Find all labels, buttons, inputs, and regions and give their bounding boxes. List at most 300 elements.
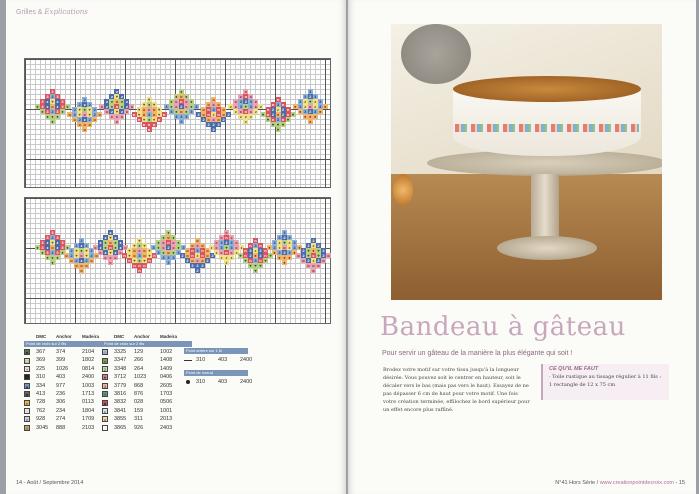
chart-stitch: z	[254, 109, 257, 114]
chart-stitch: 2	[88, 117, 91, 122]
chart-stitch: 3	[41, 240, 44, 245]
chart-stitch: ♥	[147, 97, 151, 102]
chart-stitch: c	[83, 112, 86, 117]
chart-stitch: o	[83, 122, 86, 127]
section-label-italic: Explications	[44, 8, 88, 16]
chart-stitch: o	[78, 122, 81, 127]
chart-stitch: ♥	[75, 248, 78, 253]
chart-stitch: 3	[299, 99, 302, 104]
legend-row	[24, 365, 114, 373]
chart-stitch: 3	[51, 230, 54, 235]
chart-stitch: 2	[249, 248, 252, 253]
chart-stitch: 2	[202, 117, 205, 122]
legend-row	[24, 415, 114, 423]
chart-stitch: z	[312, 243, 315, 248]
chart-stitch: ♥	[291, 112, 295, 117]
chart-stitch: 3	[212, 107, 215, 112]
chart-stitch: ●	[185, 109, 188, 114]
legend-row	[24, 348, 114, 356]
chart-stitch: ♥	[109, 235, 112, 240]
chart-stitch: ●	[46, 255, 49, 260]
color-swatch: ·	[102, 425, 108, 431]
chart-stitch: n	[264, 253, 267, 258]
chart-stitch: 2	[281, 107, 285, 112]
thread-madeira: 1709	[82, 416, 95, 423]
thread-dmc: 413	[36, 390, 46, 397]
chart-stitch: c	[109, 260, 112, 265]
chart-stitch: ♥	[283, 240, 286, 245]
chart-stitch: c	[119, 250, 122, 255]
left-page	[6, 0, 346, 494]
chart-stitch: ●	[304, 114, 307, 119]
chart-grid-bottom	[24, 197, 331, 324]
chart-stitch: n	[281, 117, 285, 122]
chart-stitch: z	[119, 240, 122, 245]
chart-stitch: o	[80, 268, 83, 273]
chart-stitch: o	[186, 248, 189, 253]
chart-stitch: ●	[147, 102, 151, 107]
chart-stitch: 2	[312, 238, 315, 243]
chart-stitch: ●	[177, 240, 180, 245]
chart-stitch: ♥	[254, 268, 257, 273]
chart-stitch: n	[201, 253, 204, 258]
thread-anchor: 374	[56, 349, 66, 355]
chart-stitch: ♥	[142, 117, 146, 122]
chart-stitch: o	[142, 112, 146, 117]
thread-dmc: 3712	[114, 374, 127, 381]
chart-stitch: ♥	[225, 245, 228, 250]
chart-stitch: c	[172, 240, 175, 245]
chart-stitch: o	[196, 238, 199, 243]
chart-stitch: z	[114, 235, 117, 240]
page-number: - 15	[673, 480, 685, 486]
chart-stitch: c	[235, 245, 238, 250]
thread-anchor: 926	[134, 424, 144, 431]
chart-stitch: 3	[299, 104, 302, 109]
chart-stitch: n	[249, 243, 252, 248]
chart-stitch: 2	[201, 263, 204, 268]
chart-stitch: ●	[298, 245, 301, 250]
chart-stitch: z	[56, 104, 59, 109]
chart-stitch: o	[68, 112, 71, 117]
chart-stitch: c	[109, 255, 112, 260]
thread-madeira: 0506	[160, 399, 173, 406]
chart-stitch: ●	[299, 109, 302, 114]
chart-stitch: 2	[207, 122, 210, 127]
thread-madeira: 0406	[160, 374, 173, 381]
chart-stitch: ♥	[317, 248, 320, 253]
chart-stitch: o	[75, 263, 78, 268]
chart-stitch: z	[105, 104, 108, 109]
chart-stitch: ●	[66, 104, 69, 109]
chart-stitch: ●	[157, 245, 160, 250]
chart-stitch: 2	[70, 253, 73, 258]
chart-stitch: z	[56, 240, 59, 245]
chart-stitch: 3	[254, 258, 257, 263]
chart-stitch: 2	[206, 258, 209, 263]
chart-stitch: 2	[307, 243, 310, 248]
chart-stitch: 3	[283, 230, 286, 235]
thread-dmc: 367	[36, 349, 46, 355]
chart-stitch: ♥	[133, 243, 136, 248]
chart-stitch: ●	[51, 119, 54, 124]
chart-stitch: 3	[276, 117, 280, 122]
chart-stitch: z	[56, 99, 59, 104]
thread-dmc: 3348	[114, 365, 127, 372]
chart-stitch: o	[51, 104, 54, 109]
thread-anchor: 876	[134, 390, 144, 397]
chart-stitch: o	[73, 117, 76, 122]
chart-stitch: ♥	[309, 99, 312, 104]
chart-stitch: z	[234, 109, 237, 114]
chart-stitch: ●	[56, 114, 59, 119]
chart-stitch: 2	[85, 258, 88, 263]
article-body: Brodez votre motif sur votre tissu jusqu'à la longueur désirée. Vous pouvez soit le centrer en hauteur, soit le décaler vers le bas (mais pas vers le haut). Essayez de ne pas dépasser 6 cm de haut pour votre motif. Une fois votre création terminée, effilochez le bord supérieur pour un effet encore plus raffiné.	[383, 367, 530, 413]
legend-row	[102, 348, 192, 356]
materials-box	[541, 364, 669, 400]
chart-stitch: c	[220, 235, 223, 240]
chart-stitch: o	[191, 243, 194, 248]
chart-stitch: o	[202, 112, 205, 117]
thread-anchor: 311	[134, 416, 143, 423]
chart-stitch: 2	[51, 94, 54, 99]
thread-madeira: 2403	[160, 424, 173, 431]
chart-stitch: ♥	[269, 253, 272, 258]
knot-legend	[184, 370, 274, 387]
chart-stitch: ●	[104, 245, 107, 250]
chart-stitch: o	[133, 248, 136, 253]
chart-stitch: ●	[276, 112, 280, 117]
col-dmc: DMC	[36, 334, 47, 339]
chart-stitch: n	[244, 109, 248, 114]
chart-stitch: c	[80, 253, 83, 258]
chart-stitch: o	[217, 117, 220, 122]
chart-stitch: 2	[281, 112, 285, 117]
chart-stitch: o	[90, 258, 93, 263]
chart-stitch: n	[142, 122, 146, 127]
chart-stitch: z	[239, 114, 242, 119]
cake-top	[453, 76, 641, 102]
chart-stitch: c	[212, 102, 215, 107]
chart-stitch: z	[215, 250, 218, 255]
legend-row	[24, 407, 114, 415]
chart-stitch: n	[137, 117, 141, 122]
chart-stitch: 2	[75, 258, 78, 263]
legend-row	[24, 424, 114, 432]
chart-stitch: ●	[254, 253, 257, 258]
chart-stitch: 2	[186, 258, 189, 263]
color-swatch: 2	[103, 366, 107, 372]
chart-stitch: o	[309, 104, 312, 109]
chart-stitch: c	[244, 89, 247, 94]
page-footer-right	[555, 480, 685, 486]
website-link[interactable]: www.creationpointdecroix.com	[599, 480, 674, 486]
chart-stitch: o	[202, 107, 205, 112]
chart-stitch: ●	[293, 250, 296, 255]
chart-stitch: c	[130, 104, 134, 109]
chart-stitch: z	[304, 99, 307, 104]
chart-stitch: c	[105, 109, 109, 114]
chart-stitch: ●	[138, 243, 141, 248]
chart-stitch: 3	[278, 235, 281, 240]
chart-stitch: z	[110, 94, 113, 99]
chart-stitch: 2	[90, 253, 93, 258]
thread-anchor: 264	[134, 365, 144, 372]
chart-stitch: ●	[180, 89, 183, 94]
chart-stitch: ●	[36, 104, 39, 109]
chart-stitch: o	[322, 258, 325, 263]
chart-stitch: n	[207, 112, 210, 117]
chart-stitch: ♥	[249, 263, 252, 268]
chart-stitch: c	[215, 240, 218, 245]
chart-stitch: ♥	[142, 102, 146, 107]
chart-stitch: c	[234, 99, 237, 104]
thread-dmc: 310	[36, 374, 46, 381]
chart-stitch: 3	[190, 109, 193, 114]
chart-stitch: c	[239, 109, 242, 114]
chart-stitch: o	[70, 258, 73, 263]
chart-stitch: z	[210, 245, 213, 250]
chart-stitch: 3	[172, 255, 175, 260]
chart-stitch: 3	[276, 102, 280, 107]
chart-stitch: 2	[317, 243, 320, 248]
chart-stitch: o	[133, 253, 136, 258]
chart-stitch: o	[109, 240, 112, 245]
chart-stitch: 3	[165, 104, 168, 109]
chart-stitch: c	[162, 240, 165, 245]
chart-stitch: 2	[322, 248, 325, 253]
color-swatch: 3	[103, 383, 107, 389]
chart-stitch: ♥	[271, 122, 275, 127]
thread-anchor: 129	[134, 349, 144, 355]
chart-stitch: ●	[185, 94, 188, 99]
chart-stitch: o	[317, 263, 320, 268]
chart-stitch: 3	[175, 114, 178, 119]
chart-stitch: o	[142, 107, 146, 112]
thread-dmc: 3816	[114, 390, 127, 397]
chart-stitch: c	[172, 245, 175, 250]
chart-stitch: 2	[88, 102, 91, 107]
chart-stitch: n	[133, 263, 136, 268]
chart-stitch: n	[157, 117, 161, 122]
chart-stitch: 2	[80, 238, 83, 243]
chart-stitch: z	[46, 245, 49, 250]
legend-cross-title: Point de croix sur 2 fils	[102, 341, 192, 347]
chart-stitch: ♥	[266, 117, 270, 122]
chart-stitch: n	[276, 97, 280, 102]
chart-stitch: 3	[314, 94, 317, 99]
chart-stitch: 3	[288, 250, 291, 255]
thread-dmc: 3832	[114, 399, 127, 406]
chart-stitch: 2	[217, 122, 220, 127]
chart-stitch: o	[180, 94, 183, 99]
chart-stitch: 3	[170, 109, 173, 114]
chart-stitch: ♥	[128, 253, 131, 258]
chart-stitch: n	[207, 107, 210, 112]
chart-stitch: c	[110, 114, 114, 119]
chart-stitch: z	[212, 112, 215, 117]
chart-stitch: ●	[170, 104, 173, 109]
chart-stitch: o	[307, 263, 310, 268]
chart-stitch: ●	[190, 104, 193, 109]
chart-stitch: o	[201, 243, 204, 248]
chart-stitch: n	[271, 117, 275, 122]
chart-stitch: z	[229, 104, 232, 109]
thread-madeira: 2605	[160, 382, 173, 389]
chart-stitch: 3	[249, 104, 252, 109]
chart-stitch: 3	[180, 114, 183, 119]
chart-stitch: 2	[75, 243, 78, 248]
legend-row	[102, 407, 192, 415]
chart-stitch: o	[191, 258, 194, 263]
chart-stitch: ●	[36, 245, 39, 250]
chart-stitch: o	[217, 102, 220, 107]
thread-madeira: 2400	[82, 374, 95, 381]
chart-stitch: o	[88, 122, 91, 127]
legend-cross-title: Point de croix sur 2 fils	[24, 341, 114, 347]
chart-stitch: ●	[170, 99, 173, 104]
chart-stitch: c	[254, 104, 257, 109]
chart-stitch: n	[123, 253, 126, 258]
flower-embroidery	[455, 124, 639, 132]
chart-stitch: z	[225, 255, 228, 260]
chart-stitch: z	[80, 243, 83, 248]
chart-stitch: z	[110, 109, 113, 114]
chart-stitch: 3	[56, 94, 59, 99]
color-swatch: o	[103, 417, 107, 423]
chart-stitch: 2	[212, 127, 215, 132]
chart-stitch: ●	[175, 109, 178, 114]
chart-stitch: 2	[78, 102, 81, 107]
chart-stitch: 3	[46, 94, 49, 99]
chart-stitch: 2	[73, 107, 76, 112]
chart-stitch: n	[266, 107, 270, 112]
chart-stitch: 2	[196, 263, 199, 268]
chart-stitch: z	[230, 255, 233, 260]
chart-stitch: ●	[288, 255, 291, 260]
chart-stitch: ●	[61, 109, 64, 114]
chart-stitch: ♥	[51, 240, 54, 245]
materials-line: 1 rectangle de 12 x 75 cm	[549, 381, 616, 388]
chart-stitch: 2	[225, 240, 228, 245]
chart-stitch: 3	[220, 240, 223, 245]
chart-stitch: n	[271, 102, 275, 107]
knot-row	[184, 377, 274, 387]
chart-stitch: n	[244, 253, 247, 258]
chart-stitch: z	[120, 109, 123, 114]
issue-label: N°41 Hors Série /	[555, 480, 600, 486]
thread-madeira: 1002	[160, 349, 173, 355]
thread-madeira: 1409	[160, 365, 173, 372]
chart-stitch: n	[286, 107, 290, 112]
cake-photo	[391, 24, 662, 300]
chart-stitch: 3	[185, 114, 188, 119]
section-label: Grilles &	[16, 9, 45, 16]
chart-stitch: z	[254, 248, 257, 253]
chart-stitch: n	[244, 94, 248, 99]
chart-stitch: z	[115, 89, 118, 94]
chart-stitch: c	[312, 253, 315, 258]
chart-stitch: 3	[182, 245, 185, 250]
thread-dmc: 3045	[36, 424, 49, 431]
color-swatch: ◆	[25, 392, 29, 398]
chart-stitch: ♥	[109, 250, 112, 255]
chart-stitch: 2	[227, 112, 230, 117]
french-knot-icon	[186, 380, 190, 384]
chart-stitch: ♥	[78, 107, 81, 112]
chart-stitch: ♥	[75, 253, 78, 258]
chart-stitch: ●	[104, 240, 107, 245]
chart-stitch: o	[80, 263, 83, 268]
chart-stitch: z	[314, 99, 317, 104]
chart-stitch: o	[201, 258, 204, 263]
chart-stitch: ●	[147, 117, 151, 122]
chart-stitch: 3	[230, 240, 233, 245]
chart-stitch: c	[175, 99, 178, 104]
chart-stitch: z	[288, 245, 291, 250]
section-header	[16, 8, 88, 16]
chart-stitch: ●	[114, 240, 117, 245]
thread-dmc: 225	[36, 365, 46, 372]
chart-stitch: o	[186, 253, 189, 258]
color-swatch: ▲	[25, 383, 29, 389]
chart-stitch: 2	[90, 248, 93, 253]
color-swatch: ◇	[103, 350, 107, 356]
chart-stitch: 2	[244, 99, 247, 104]
thread-dmc: 762	[36, 407, 46, 414]
chart-stitch: 3	[46, 109, 49, 114]
chart-stitch: ●	[110, 104, 114, 109]
chart-stitch: c	[212, 117, 215, 122]
chart-stitch: 2	[259, 253, 262, 258]
chart-stitch: o	[85, 263, 88, 268]
thread-madeira: 1408	[160, 357, 173, 364]
chart-stitch: 2	[93, 112, 96, 117]
chart-stitch: ♥	[307, 253, 310, 258]
thread-anchor: 1023	[134, 374, 147, 381]
chart-stitch: ♥	[157, 112, 161, 117]
thread-dmc: 3855	[114, 416, 127, 423]
chart-stitch: ♥	[244, 104, 248, 109]
chart-stitch: n	[281, 102, 285, 107]
color-swatch: ×	[25, 425, 29, 431]
legend-column-right	[102, 334, 192, 432]
thread-madeira: 1001	[160, 407, 173, 414]
chart-stitch: c	[115, 114, 119, 119]
thread-anchor: 888	[56, 424, 66, 431]
chart-stitch: 2	[222, 117, 225, 122]
chart-stitch: 3	[230, 245, 233, 250]
legend-row	[24, 382, 114, 390]
backstitch-madeira: 2400	[240, 357, 253, 363]
chart-stitch: ●	[177, 245, 180, 250]
col-madeira: Madeira	[160, 334, 178, 339]
chart-stitch: n	[259, 243, 262, 248]
chart-stitch: n	[225, 235, 228, 240]
page-footer-left: 14 - Août / Septembre 2014	[16, 480, 84, 486]
chart-stitch: ●	[41, 250, 44, 255]
chart-stitch: c	[220, 250, 223, 255]
thread-anchor: 028	[134, 399, 144, 406]
chart-stitch: ●	[110, 99, 114, 104]
chart-stitch: ●	[46, 114, 49, 119]
color-swatch: n	[25, 400, 29, 406]
chart-stitch: 2	[70, 248, 73, 253]
chart-stitch: ●	[51, 255, 54, 260]
chart-stitch: ●	[172, 250, 175, 255]
chart-stitch: c	[215, 245, 218, 250]
chart-stitch: ♥	[276, 127, 280, 132]
